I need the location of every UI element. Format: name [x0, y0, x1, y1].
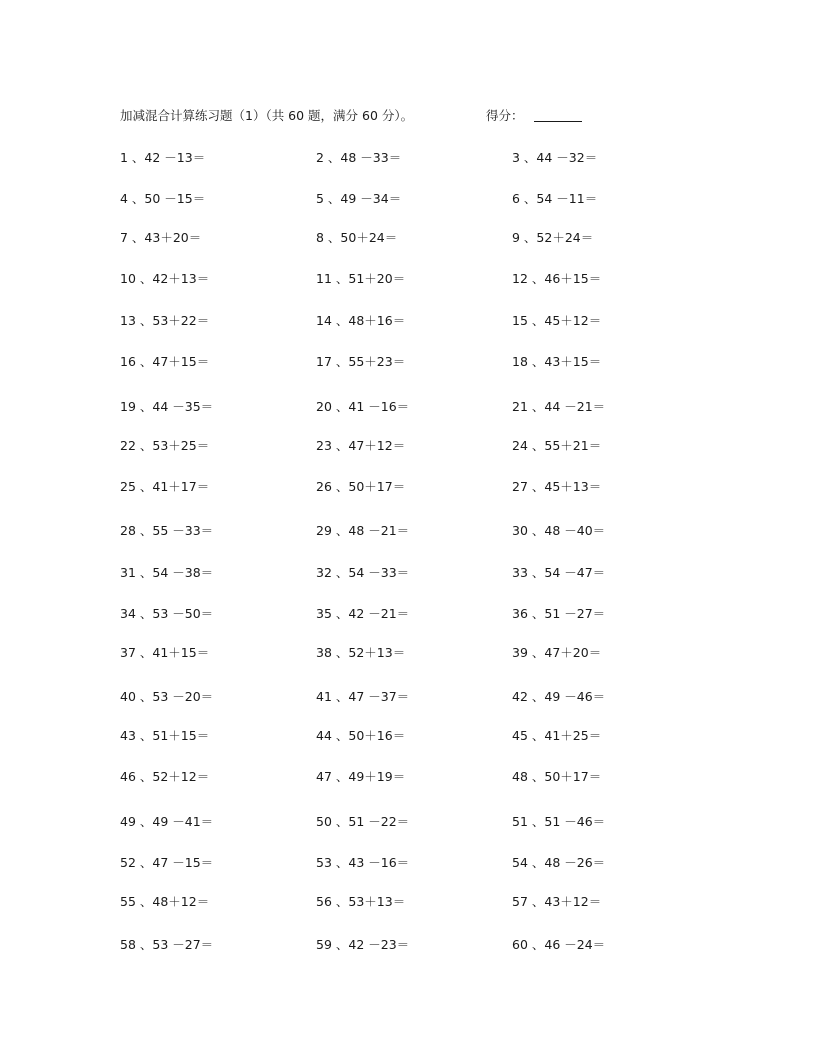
- problem-item: 11 、51＋20＝: [316, 271, 406, 286]
- problem-item: 38 、52＋13＝: [316, 645, 406, 660]
- problem-item: 36 、51 －27＝: [512, 606, 606, 621]
- problem-item: 59 、42 －23＝: [316, 937, 410, 952]
- problem-item: 23 、47＋12＝: [316, 438, 406, 453]
- problem-item: 2 、48 －33＝: [316, 150, 402, 165]
- worksheet-header: [120, 106, 600, 126]
- problem-item: 9 、52＋24＝: [512, 230, 594, 245]
- problem-item: 43 、51＋15＝: [120, 728, 210, 743]
- problem-item: 34 、53 －50＝: [120, 606, 214, 621]
- problem-grid: [120, 148, 700, 968]
- problem-item: 35 、42 －21＝: [316, 606, 410, 621]
- problem-item: 49 、49 －41＝: [120, 814, 214, 829]
- problem-item: 18 、43＋15＝: [512, 354, 602, 369]
- problem-item: 3 、44 －32＝: [512, 150, 598, 165]
- problem-item: 53 、43 －16＝: [316, 855, 410, 870]
- problem-item: 56 、53＋13＝: [316, 894, 406, 909]
- problem-item: 40 、53 －20＝: [120, 689, 214, 704]
- problem-item: 33 、54 －47＝: [512, 565, 606, 580]
- problem-item: 13 、53＋22＝: [120, 313, 210, 328]
- problem-item: 32 、54 －33＝: [316, 565, 410, 580]
- problem-item: 30 、48 －40＝: [512, 523, 606, 538]
- problem-item: 54 、48 －26＝: [512, 855, 606, 870]
- problem-item: 12 、46＋15＝: [512, 271, 602, 286]
- problem-item: 42 、49 －46＝: [512, 689, 606, 704]
- problem-item: 26 、50＋17＝: [316, 479, 406, 494]
- problem-item: 55 、48＋12＝: [120, 894, 210, 909]
- problem-item: 44 、50＋16＝: [316, 728, 406, 743]
- problem-item: 31 、54 －38＝: [120, 565, 214, 580]
- score-label: 得分：: [486, 108, 524, 123]
- problem-item: 25 、41＋17＝: [120, 479, 210, 494]
- problem-item: 5 、49 －34＝: [316, 191, 402, 206]
- problem-item: 1 、42 －13＝: [120, 150, 206, 165]
- problem-item: 10 、42＋13＝: [120, 271, 210, 286]
- problem-item: 50 、51 －22＝: [316, 814, 410, 829]
- worksheet-title: 加减混合计算练习题（1）（共 60 题，满分 60 分）。: [120, 108, 414, 123]
- problem-item: 51 、51 －46＝: [512, 814, 606, 829]
- problem-item: 48 、50＋17＝: [512, 769, 602, 784]
- problem-item: 39 、47＋20＝: [512, 645, 602, 660]
- problem-item: 45 、41＋25＝: [512, 728, 602, 743]
- problem-item: 14 、48＋16＝: [316, 313, 406, 328]
- problem-item: 4 、50 －15＝: [120, 191, 206, 206]
- problem-item: 17 、55＋23＝: [316, 354, 406, 369]
- problem-item: 19 、44 －35＝: [120, 399, 214, 414]
- problem-item: 28 、55 －33＝: [120, 523, 214, 538]
- problem-item: 57 、43＋12＝: [512, 894, 602, 909]
- problem-item: 24 、55＋21＝: [512, 438, 602, 453]
- problem-item: 52 、47 －15＝: [120, 855, 214, 870]
- problem-item: 22 、53＋25＝: [120, 438, 210, 453]
- problem-item: 27 、45＋13＝: [512, 479, 602, 494]
- problem-item: 15 、45＋12＝: [512, 313, 602, 328]
- problem-item: 58 、53 －27＝: [120, 937, 214, 952]
- problem-item: 6 、54 －11＝: [512, 191, 598, 206]
- problem-item: 47 、49＋19＝: [316, 769, 406, 784]
- problem-item: 7 、43＋20＝: [120, 230, 202, 245]
- problem-item: 20 、41 －16＝: [316, 399, 410, 414]
- problem-item: 60 、46 －24＝: [512, 937, 606, 952]
- problem-item: 16 、47＋15＝: [120, 354, 210, 369]
- problem-item: 46 、52＋12＝: [120, 769, 210, 784]
- problem-item: 29 、48 －21＝: [316, 523, 410, 538]
- problem-item: 21 、44 －21＝: [512, 399, 606, 414]
- problem-item: 37 、41＋15＝: [120, 645, 210, 660]
- problem-item: 8 、50＋24＝: [316, 230, 398, 245]
- score-blank-line: [534, 108, 582, 122]
- problem-item: 41 、47 －37＝: [316, 689, 410, 704]
